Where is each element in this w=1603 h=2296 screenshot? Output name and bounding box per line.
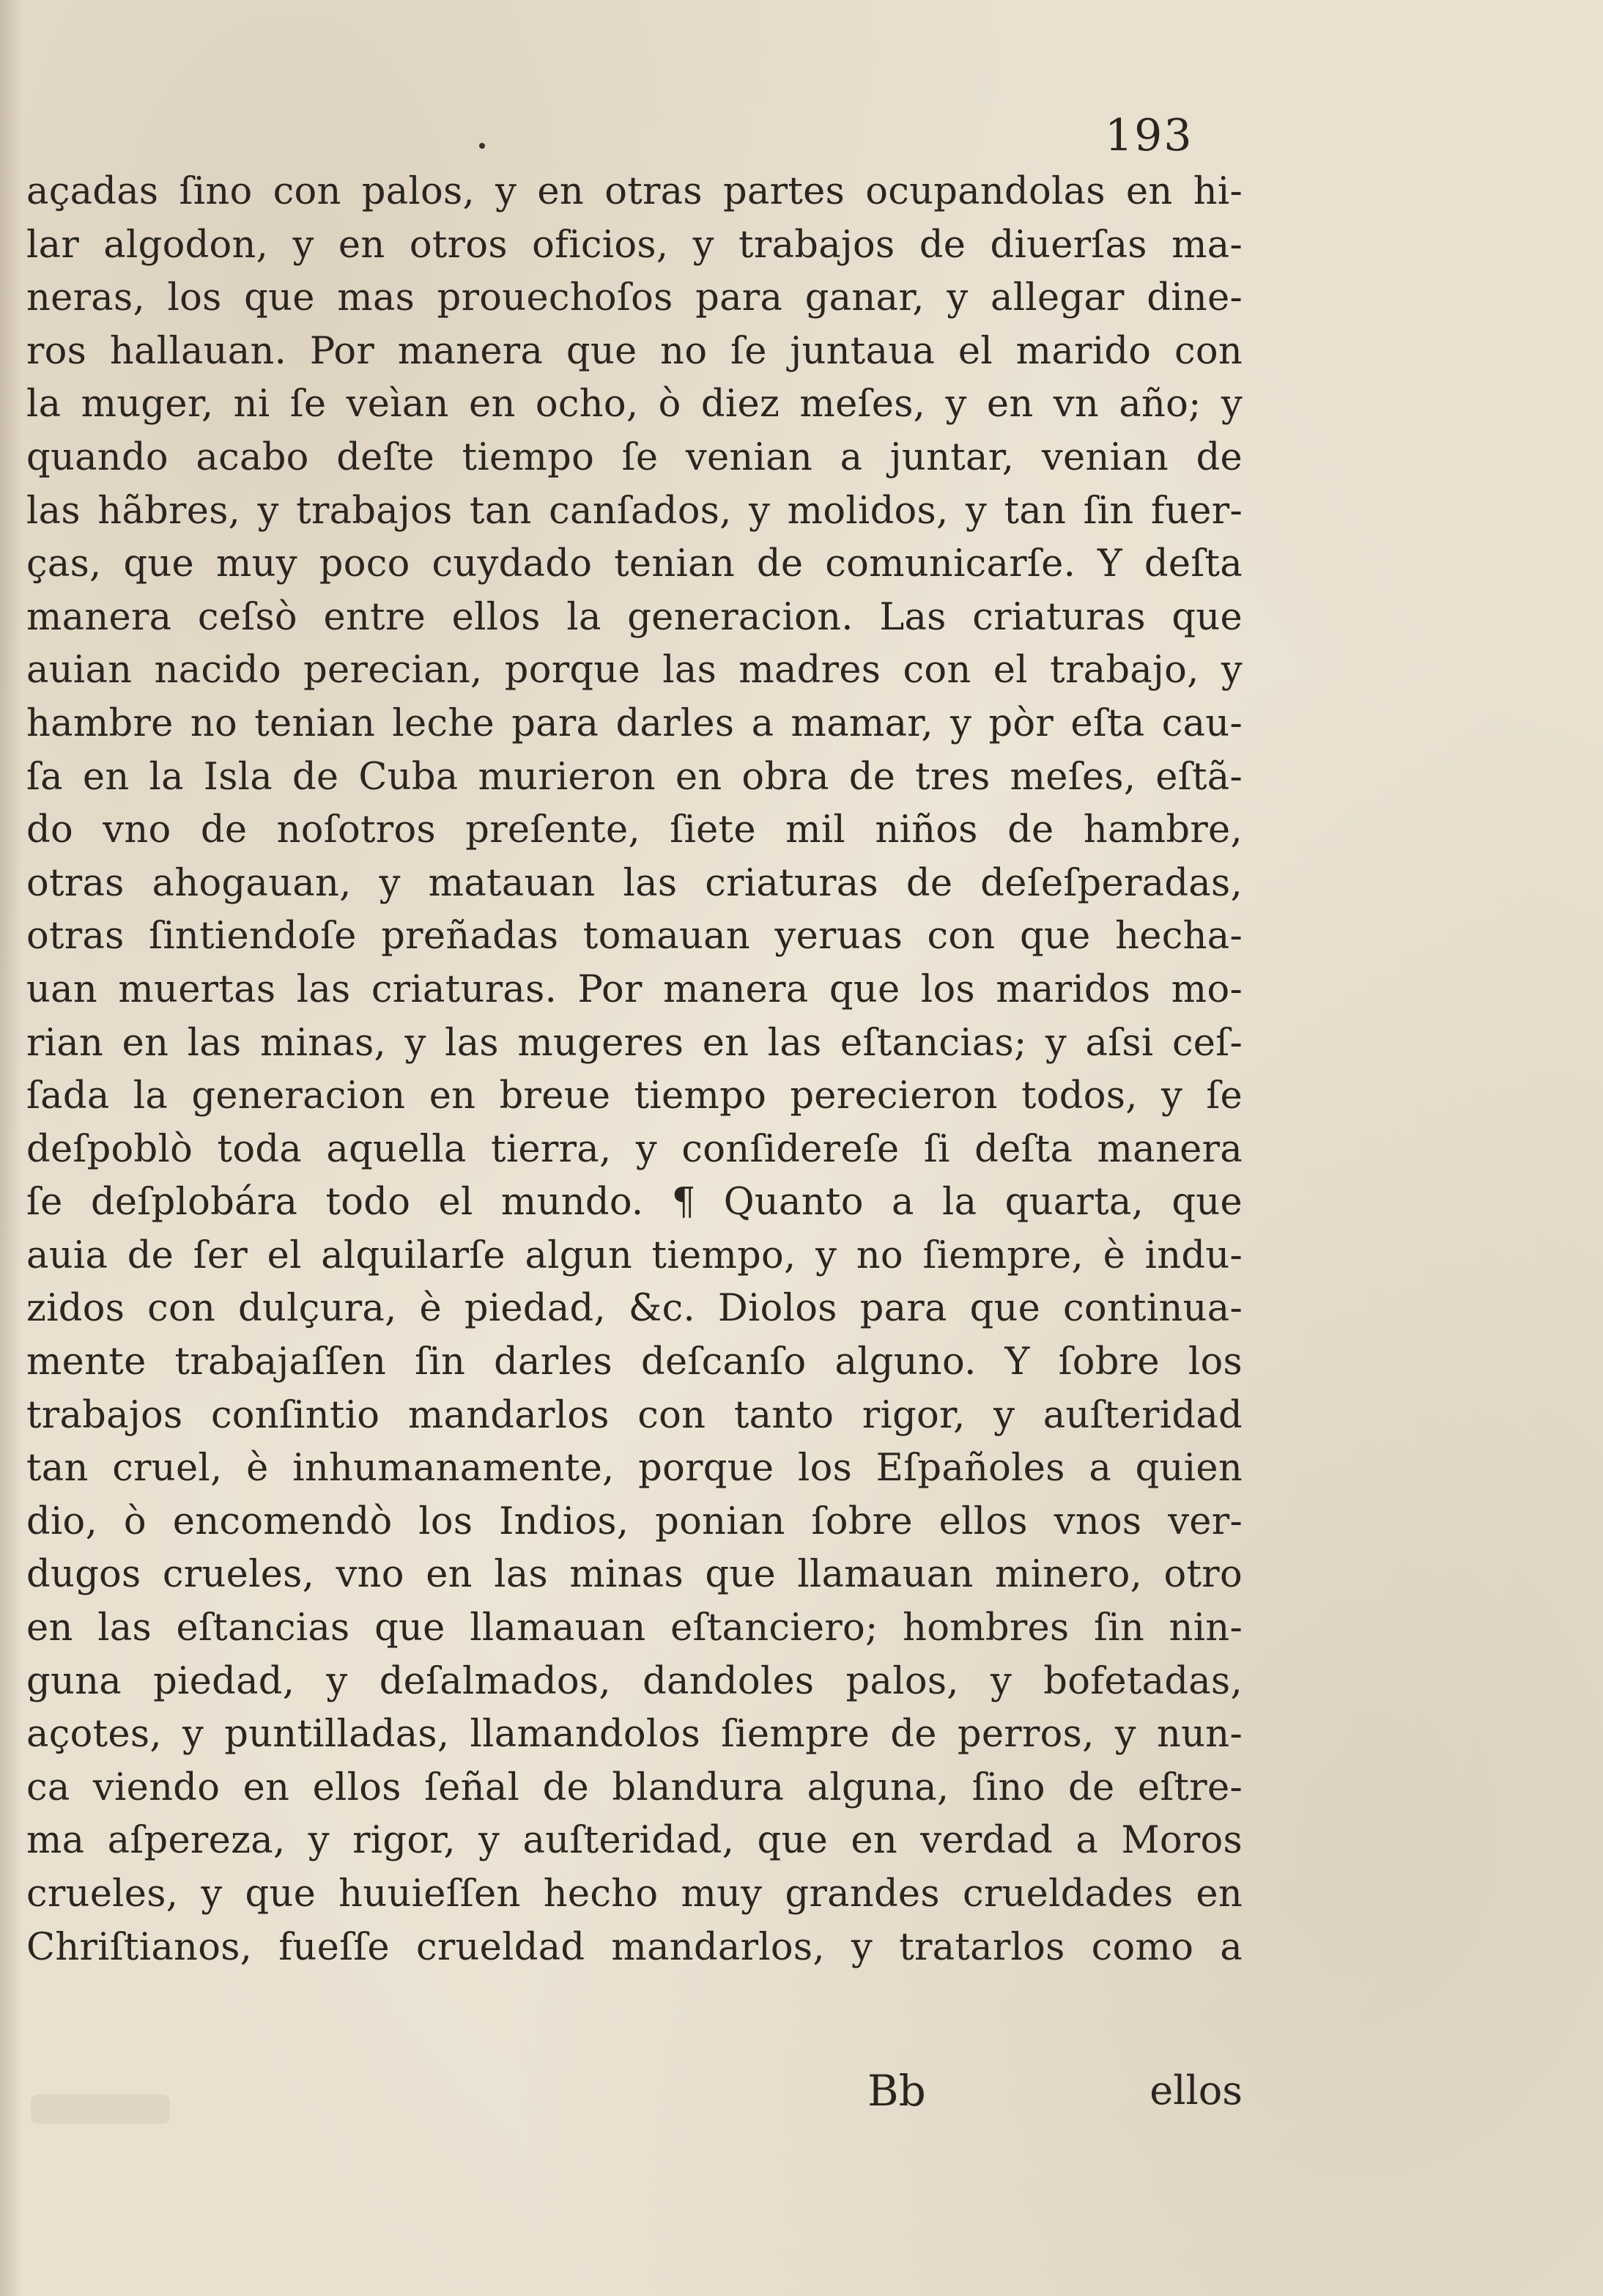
text-line: zidos con dulçura, è piedad, &c. Diolos para que continua- [26,1287,1243,1331]
text-line: açotes, y puntilladas, llamandolos ſiempre de perros, y nun- [26,1713,1243,1757]
catchword: ellos [1150,2067,1243,2114]
text-line: rian en las minas, y las mugeres en las eſtancias; y aſsi ceſ- [26,1021,1243,1065]
text-line: otras ſintiendoſe preñadas tomauan yeruas con que hecha- [26,915,1243,959]
text-line: uan muertas las criaturas. Por manera que los maridos mo- [26,967,1243,1011]
text-line: ças, que muy poco cuydado tenian de comunicarſe. Y deſta [26,542,1243,586]
text-line: mente trabajaſſen ſin darles deſcanſo alguno. Y ſobre los [26,1340,1243,1384]
text-line: auia de ſer el alquilarſe algun tiempo, y no ſiempre, è indu- [26,1233,1243,1277]
text-line: hambre no tenian leche para darles a mamar, y pòr eſta cau- [26,701,1243,745]
body-text [26,166,1243,1974]
text-line: tan cruel, è inhumanamente, porque los Eſpañoles a quien [26,1447,1243,1491]
text-line: ſe deſplobára todo el mundo. ¶ Quanto a la quarta, que [26,1181,1243,1225]
text-line: guna piedad, y deſalmados, dandoles palos, y bofetadas, [26,1659,1243,1703]
text-line: otras ahogauan, y matauan las criaturas de deſeſperadas, [26,861,1243,905]
text-line: ca viendo en ellos ſeñal de blandura alguna, ſino de eſtre- [26,1765,1243,1809]
text-line: las hãbres, y trabajos tan canſados, y molidos, y tan ſin fuer- [26,489,1243,533]
text-line: quando acabo deſte tiempo ſe venian a juntar, venian de [26,435,1243,479]
text-line: ſa en la Isla de Cuba murieron en obra de tres meſes, eſtã- [26,755,1243,799]
text-line: trabajos conſintio mandarlos con tanto rigor, y auſteridad [26,1393,1243,1437]
show-through-bleed [31,2094,170,2124]
page-number: 193 [1105,110,1193,161]
text-line: crueles, y que huuieſſen hecho muy grandes crueldades en [26,1872,1243,1916]
text-line: ſada la generacion en breue tiempo perecieron todos, y ſe [26,1074,1243,1118]
text-line: do vno de noſotros preſente, ſiete mil niños de hambre, [26,808,1243,852]
text-line: Chriſtianos, fueſſe crueldad mandarlos, y tratarlos como a [26,1925,1243,1969]
text-line: ros hallauan. Por manera que no ſe juntaua el marido con [26,329,1243,373]
text-line: lar algodon, y en otros oficios, y trabajos de diuerſas ma- [26,223,1243,267]
text-line: neras, los que mas prouechoſos para ganar, y allegar dine- [26,276,1243,320]
text-line: açadas ſino con palos, y en otras partes ocupandolas en hi- [26,170,1243,213]
page-gutter-shadow [0,0,22,2296]
text-line: la muger, ni ſe veìan en ocho, ò diez meſes, y en vn año; y [26,383,1243,427]
text-line: ma aſpereza, y rigor, y auſteridad, que en verdad a Moros [26,1819,1243,1863]
text-line: manera ceſsò entre ellos la generacion. Las criaturas que [26,595,1243,639]
text-line: dugos crueles, vno en las minas que llamauan minero, otro [26,1553,1243,1597]
text-line: en las eſtancias que llamauan eſtanciero; hombres ſin nin- [26,1606,1243,1650]
text-line: deſpoblò toda aquella tierra, y conſidereſe ſi deſta manera [26,1127,1243,1171]
ink-dot-mark [479,143,485,149]
signature-mark: Bb [867,2066,926,2116]
page-footer [26,2058,1243,2124]
text-line: auian nacido perecian, porque las madres con el trabajo, y [26,649,1243,693]
text-line: dio, ò encomendò los Indios, ponian ſobre ellos vnos ver- [26,1499,1243,1543]
